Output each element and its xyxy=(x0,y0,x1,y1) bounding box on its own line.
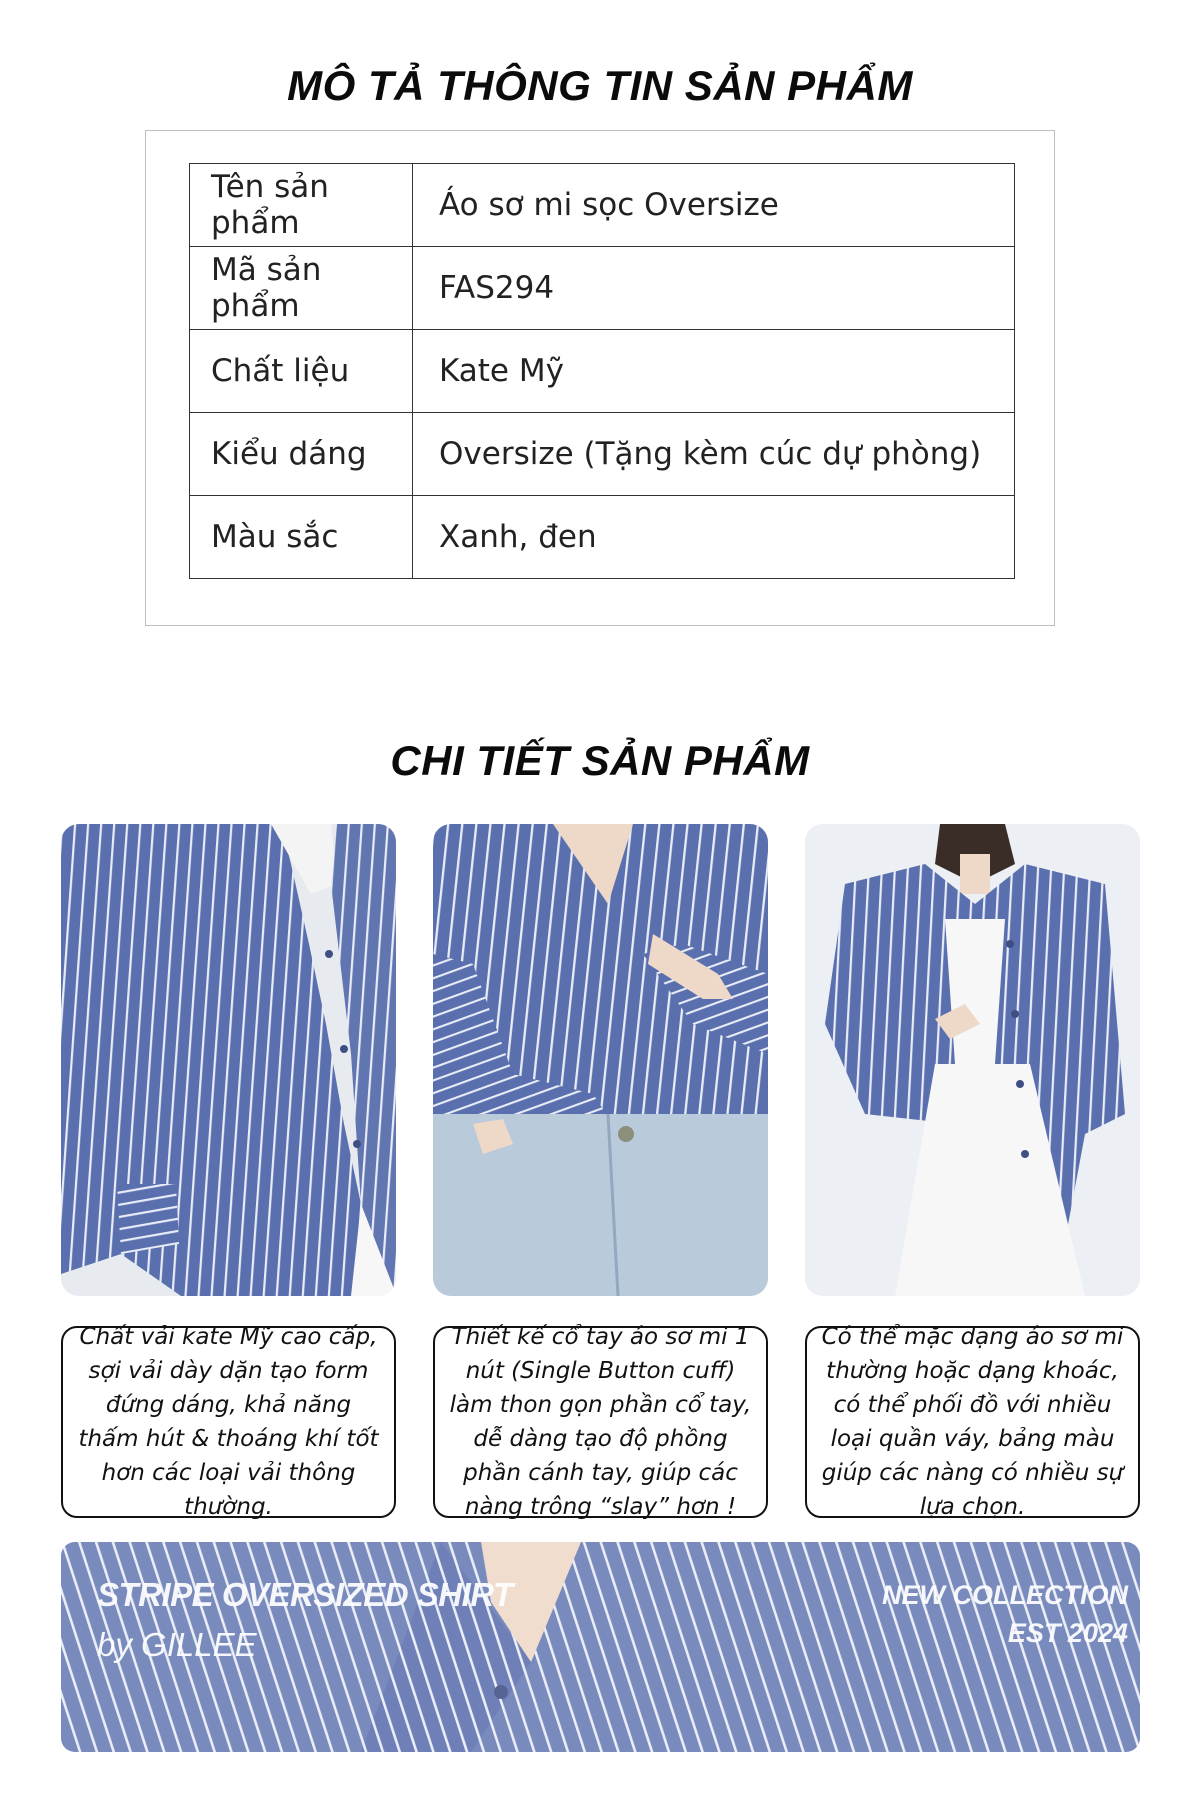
table-row xyxy=(190,164,1015,247)
table-row xyxy=(190,247,1015,330)
banner-collection: NEW COLLECTION xyxy=(882,1580,1128,1610)
table-row xyxy=(190,496,1015,579)
spec-value-style: Oversize (Tặng kèm cúc dự phòng) xyxy=(413,413,1015,496)
product-photo-fabric xyxy=(61,824,396,1296)
caption-fabric: Chất vải kate Mỹ cao cấp, sợi vải dày dặn tạo form đứng dáng, khả năng thấm hút & thoáng khí tốt hơn các loại vải thông thường. xyxy=(61,1326,396,1518)
caption-styling: Có thể mặc dạng áo sơ mi thường hoặc dạng khoác, có thể phối đồ với nhiều loại quần váy, bảng màu giúp các nàng có nhiều sự lựa chọn. xyxy=(805,1326,1140,1518)
spec-label-material: Chất liệu xyxy=(190,330,413,413)
spec-label-color: Màu sắc xyxy=(190,496,413,579)
spec-label-code: Mã sản phẩm xyxy=(190,247,413,330)
spec-value-code: FAS294 xyxy=(413,247,1015,330)
spec-value-material: Kate Mỹ xyxy=(413,330,1015,413)
banner-brand: by GILLEE xyxy=(97,1626,257,1663)
spec-table xyxy=(189,163,1015,579)
spec-table-frame xyxy=(145,130,1055,626)
collection-banner xyxy=(61,1542,1140,1752)
caption-cuff: Thiết kế cổ tay áo sơ mi 1 nút (Single Button cuff) làm thon gọn phần cổ tay, dễ dàng tạo độ phồng phần cánh tay, giúp các nàng trông “slay” hơn ! xyxy=(433,1326,768,1518)
product-photo-cuff xyxy=(433,824,768,1296)
table-row xyxy=(190,413,1015,496)
spec-value-name: Áo sơ mi sọc Oversize xyxy=(413,164,1015,247)
banner-est: EST 2024 xyxy=(1007,1618,1128,1648)
info-section-title: MÔ TẢ THÔNG TIN SẢN PHẨM xyxy=(287,62,913,109)
banner-title: STRIPE OVERSIZED SHIRT xyxy=(97,1576,513,1613)
spec-label-style: Kiểu dáng xyxy=(190,413,413,496)
spec-value-color: Xanh, đen xyxy=(413,496,1015,579)
detail-section-title: CHI TIẾT SẢN PHẨM xyxy=(390,737,810,784)
product-photo-outfit xyxy=(805,824,1140,1296)
spec-label-name: Tên sản phẩm xyxy=(190,164,413,247)
table-row xyxy=(190,330,1015,413)
